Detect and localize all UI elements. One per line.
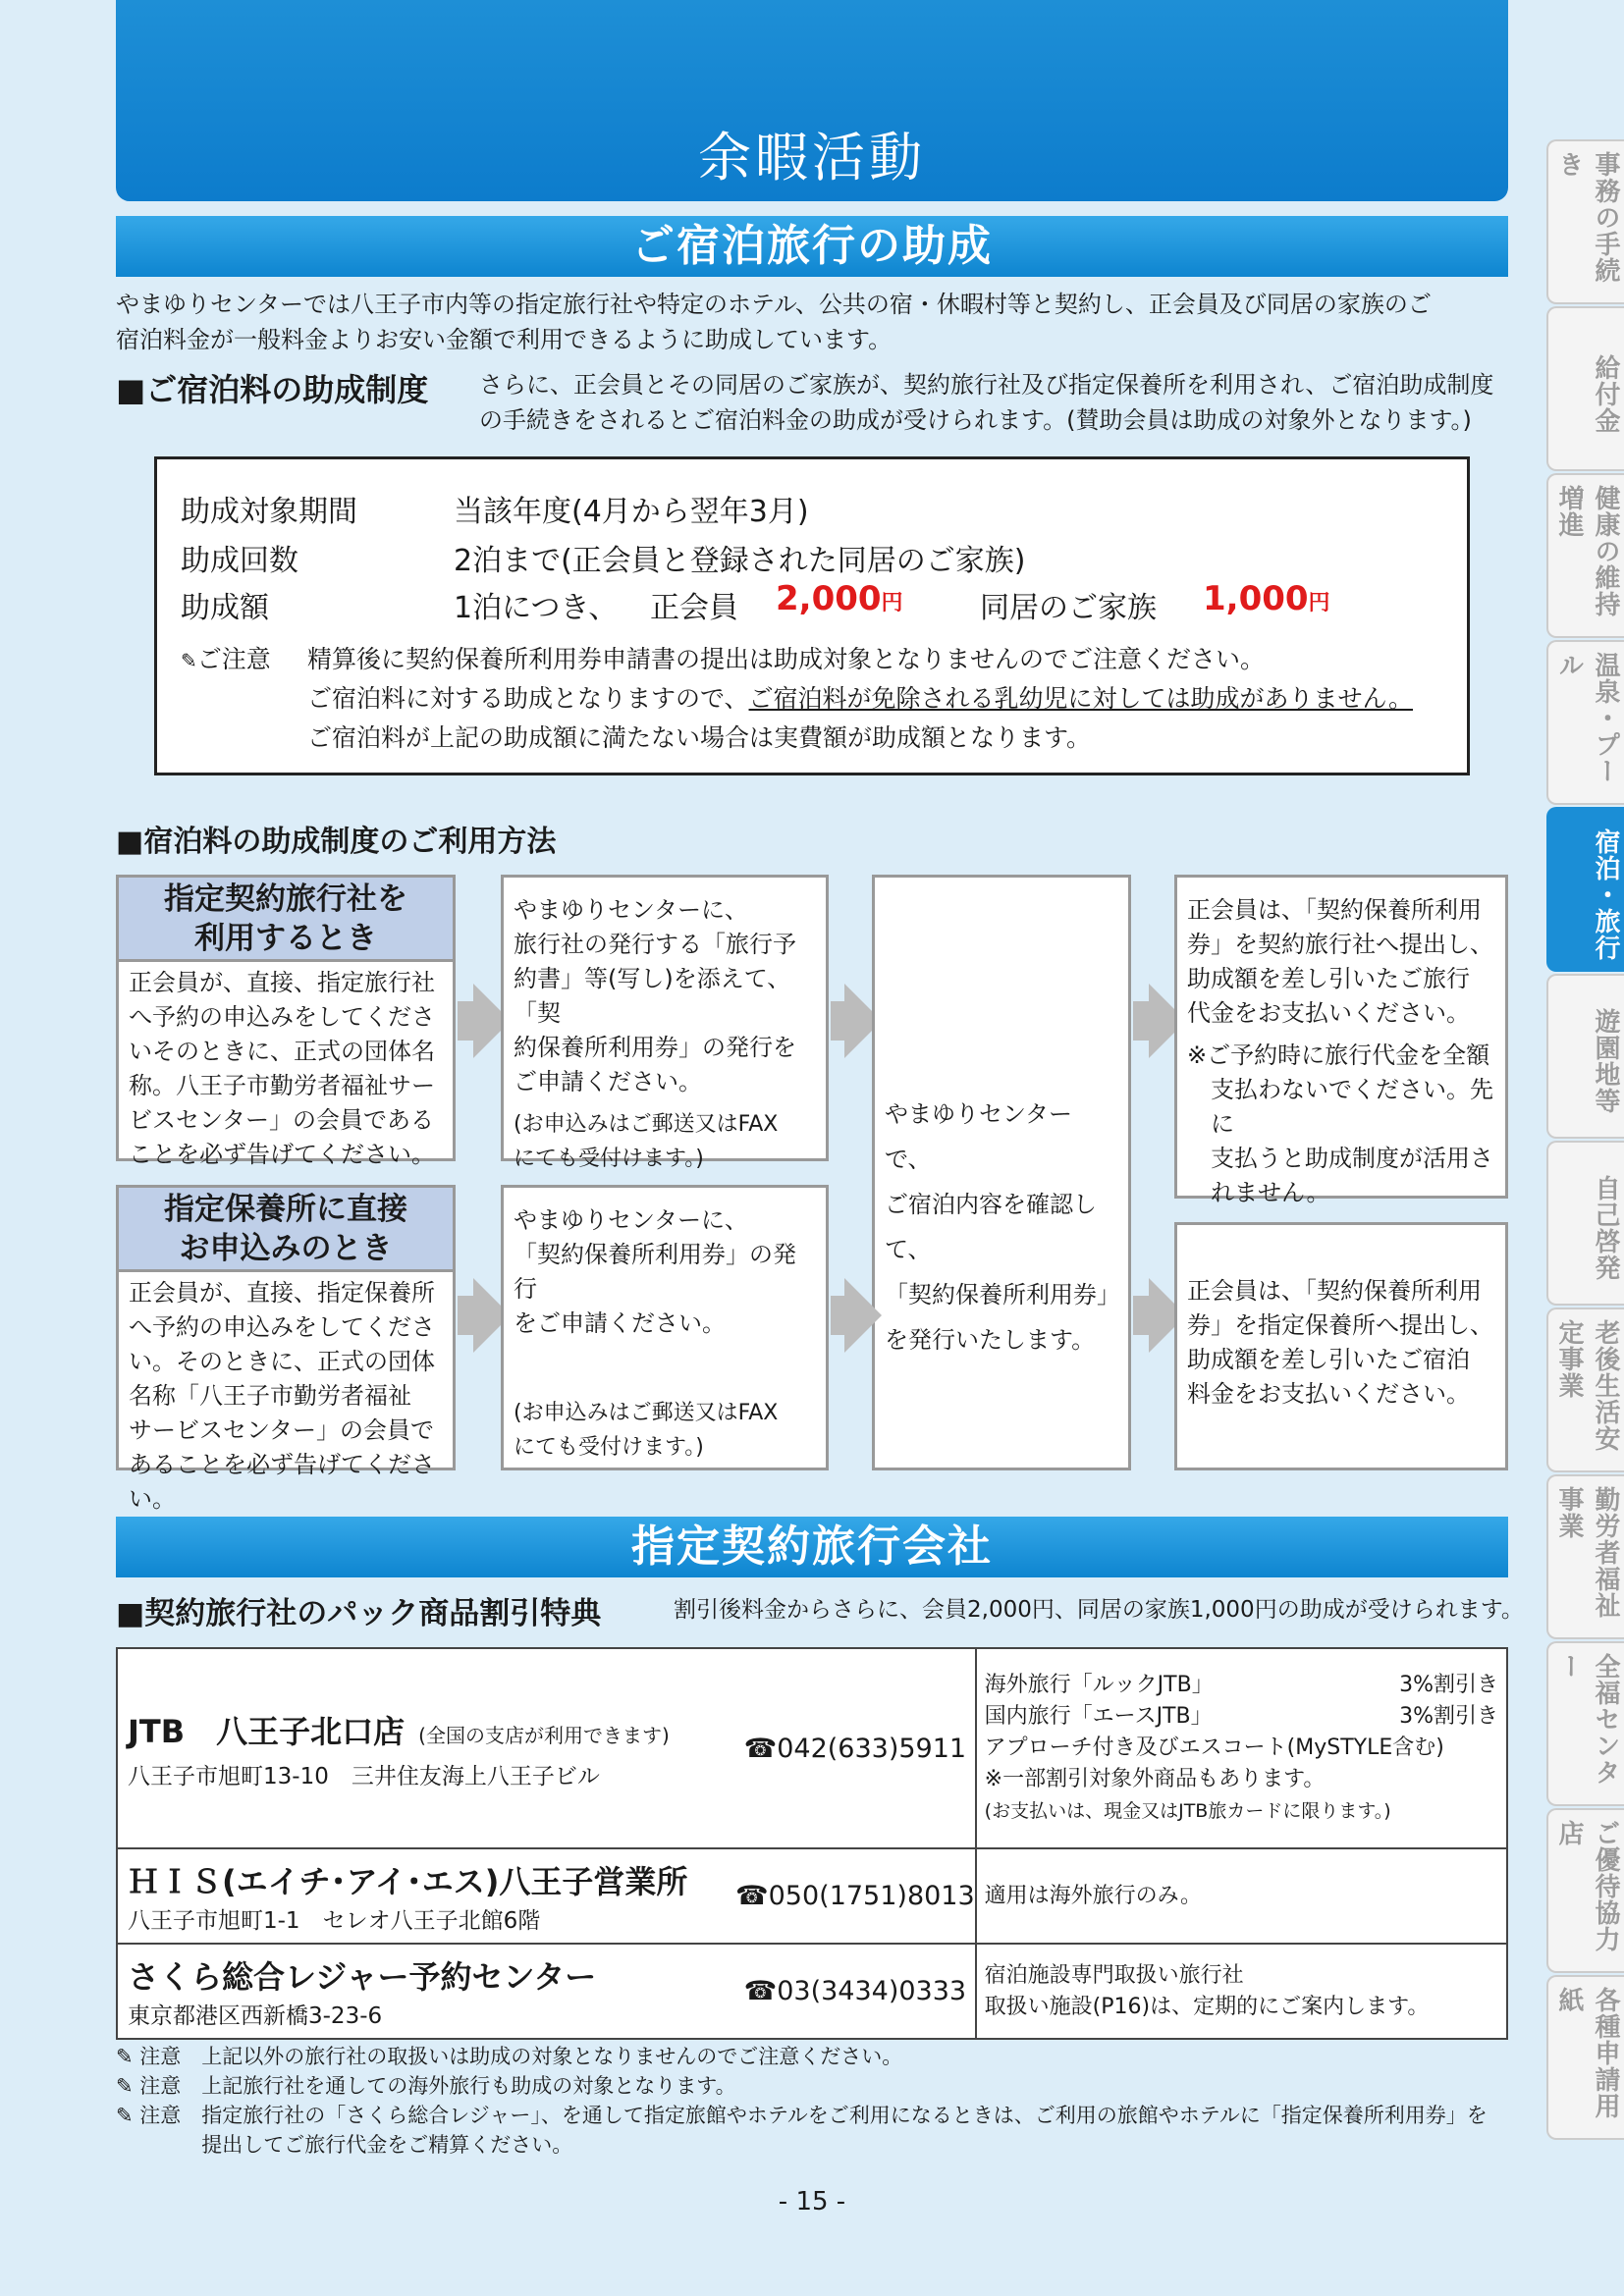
footnote: ✎ 注意 上記以外の旅行社の取扱いは助成の対象となりませんのでご注意ください。 xyxy=(116,2045,903,2068)
agency-table xyxy=(116,1647,1508,2040)
resort-step-4: 正会員は、「契約保養所利用 券」を指定保養所へ提出し、 助成額を差し引いたご宿泊 料金をお支払いください。 xyxy=(1174,1222,1508,1470)
agency-name: さくら総合レジャー予約センター xyxy=(128,1958,597,1996)
count-label: 助成回数 xyxy=(181,544,298,578)
agency-name: JTB 八王子北口店 xyxy=(128,1712,406,1750)
note-2: ご宿泊料に対する助成となりますので、ご宿泊料が免除される乳幼児に対しては助成がありません。 xyxy=(307,684,1414,713)
travel-step-2: やまゆりセンターに、 旅行社の発行する「旅行予 約書」等(写し)を添えて、「契 約保養所利用券」の発行を ご申請ください。 (お申込みはご郵送又はFAX にても受付けます。) xyxy=(501,875,829,1161)
table-row xyxy=(117,1648,1507,1848)
resort-step-2: やまゆりセンターに、 「契約保養所利用券」の発行 をご申請ください。 (お申込みはご郵送又はFAX にても受付けます。) xyxy=(501,1185,829,1470)
tab-zenpuku-center[interactable]: 全福センター xyxy=(1546,1641,1624,1806)
travel-step-4: 正会員は、「契約保養所利用 券」を契約旅行社へ提出し、 助成額を差し引いたご旅行 代金をお支払いください。 ※ご予約時に旅行代金を全額 支払わないでください。先に 支払うと助成制度が活用さ れません。 xyxy=(1174,875,1508,1199)
resort-body: 正会員が、直接、指定保養所 へ予約の申込みをしてくださ い。そのときに、正式の団体 名称「八王子市勤労者福祉 サービスセンター」の会員で あることを必ず告げてください。 xyxy=(116,1269,456,1470)
agency-info: 宿泊施設専門取扱い旅行社 取扱い施設(P16)は、定期的にご案内します。 xyxy=(976,1944,1507,2039)
caution-icon: ✎ xyxy=(116,2104,140,2127)
footnote: ✎ 注意 指定旅行社の「さくら総合レジャー」、を通して指定旅館やホテルをご利用になるときは、ご利用の旅館やホテルに「指定保養所利用券」を xyxy=(116,2104,1488,2127)
section-title-lodging: ご宿泊旅行の助成 xyxy=(116,216,1508,277)
caution-icon: ✎ xyxy=(181,649,197,672)
page-number: - 15 - xyxy=(778,2187,846,2216)
tab-benefits[interactable]: 給付金 xyxy=(1546,306,1624,471)
resort-head: 指定保養所に直接 お申込みのとき xyxy=(116,1185,456,1269)
page-title: 余暇活動 xyxy=(698,127,926,188)
table-row xyxy=(117,1944,1507,2039)
agency-tel: ☎050(1751)8013 xyxy=(735,1848,976,1944)
member-label: 正会員 xyxy=(650,591,738,625)
intro-line-2: 宿泊料金が一般料金よりお安い金額で利用できるように助成しています。 xyxy=(116,326,893,353)
agency-tel: ☎03(3434)0333 xyxy=(735,1944,976,2039)
section-title-agencies: 指定契約旅行会社 xyxy=(116,1517,1508,1577)
family-amount: 1,000円 xyxy=(1203,579,1330,618)
table-row xyxy=(117,1848,1507,1944)
tab-hot-spring[interactable]: 温泉・プール xyxy=(1546,640,1624,805)
note-1: 精算後に契約保養所利用券申請書の提出は助成対象となりませんのでご注意ください。 xyxy=(307,645,1266,673)
travel-body: 正会員が、直接、指定旅行社 へ予約の申込みをしてくださ いそのときに、正式の団体名 称。八王子市勤労者福祉サー ビスセンター」の会員である ことを必ず告げてください。 xyxy=(116,959,456,1161)
agency-info: 海外旅行「ルックJTB」 3%割引き 国内旅行「エースJTB」 3%割引き アプローチ付き及びエスコート(MySTYLE含む) ※一部割引対象外商品もあります。 (お支払いは、現金又はJTB旅カードに限ります。) xyxy=(976,1648,1507,1848)
tab-procedures[interactable]: 事務の手続き xyxy=(1546,139,1624,304)
caution-icon: ✎ xyxy=(116,2074,140,2098)
agency-address: 八王子市旭町13-10 三井住友海上八王子ビル xyxy=(128,1763,600,1789)
period-label: 助成対象期間 xyxy=(181,495,357,529)
note-3: ご宿泊料が上記の助成額に満たない場合は実費額が助成額となります。 xyxy=(307,723,1092,752)
travel-head: 指定契約旅行社を 利用するとき xyxy=(116,875,456,959)
subsidy-desc-2: の手続きをされるとご宿泊料金の助成が受けられます。(賛助会員は助成の対象外となります。) xyxy=(479,406,1472,434)
subsidy-desc-1: さらに、正会員とその同居のご家族が、契約旅行社及び指定保養所を利用され、ご宿泊助成制度 xyxy=(479,371,1494,399)
tab-self-development[interactable]: 自己啓発 xyxy=(1546,1141,1624,1306)
usage-heading: ■宿泊料の助成制度のご利用方法 xyxy=(116,825,557,859)
subsidy-box xyxy=(154,456,1470,775)
agency-address: 八王子市旭町1-1 セレオ八王子北館6階 xyxy=(128,1908,541,1934)
period-value: 当該年度(4月から翌年3月) xyxy=(454,495,809,529)
count-value: 2泊まで(正会員と登録された同居のご家族) xyxy=(454,544,1026,578)
footnote: ✎ 注意 上記旅行社を通しての海外旅行も助成の対象となります。 xyxy=(116,2074,736,2098)
agency-name: ＨＩＳ(エイチ･アイ･エス)八王子営業所 xyxy=(128,1863,688,1900)
amount-label: 助成額 xyxy=(181,591,269,625)
subsidy-heading: ■ご宿泊料の助成制度 xyxy=(116,371,429,408)
intro-line-1: やまゆりセンターでは八王子市内等の指定旅行社や特定のホテル、公共の宿・休暇村等と契約し、正会員及び同居の家族のご xyxy=(116,291,1432,318)
footnote: 提出してご旅行代金をご精算ください。 xyxy=(139,2133,573,2157)
family-label: 同居のご家族 xyxy=(980,591,1157,625)
member-amount: 2,000円 xyxy=(776,579,903,618)
pack-desc: 割引後料金からさらに、会員2,000円、同居の家族1,000円の助成が受けられます。 xyxy=(674,1597,1524,1623)
page-header xyxy=(116,0,1508,201)
amount-per: 1泊につき、 xyxy=(454,591,619,625)
note-label: ✎ご注意 xyxy=(181,645,271,673)
flow-arrow xyxy=(844,1278,882,1353)
agency-name-note: (全国の支店が利用できます) xyxy=(418,1723,670,1747)
center-step: やまゆりセンターで、 ご宿泊内容を確認して、 「契約保養所利用券」 を発行いたします。 xyxy=(872,875,1131,1470)
tab-worker-welfare[interactable]: 勤労者福祉事業 xyxy=(1546,1474,1624,1639)
agency-info: 適用は海外旅行のみ。 xyxy=(976,1848,1507,1944)
pack-heading: ■契約旅行社のパック商品割引特典 xyxy=(116,1596,602,1631)
tab-lodging-travel[interactable]: 宿泊・旅行 xyxy=(1546,807,1624,972)
tab-retirement[interactable]: 老後生活安定事業 xyxy=(1546,1308,1624,1472)
tab-partner-shops[interactable]: ご優待協力店 xyxy=(1546,1808,1624,1973)
tab-application-forms[interactable]: 各種申請用紙 xyxy=(1546,1975,1624,2140)
caution-icon: ✎ xyxy=(116,2045,140,2068)
agency-address: 東京都港区西新橋3-23-6 xyxy=(128,2003,383,2029)
tab-health[interactable]: 健康の維持増進 xyxy=(1546,473,1624,638)
tab-amusement[interactable]: 遊園地等 xyxy=(1546,974,1624,1139)
agency-tel: ☎042(633)5911 xyxy=(735,1648,976,1848)
